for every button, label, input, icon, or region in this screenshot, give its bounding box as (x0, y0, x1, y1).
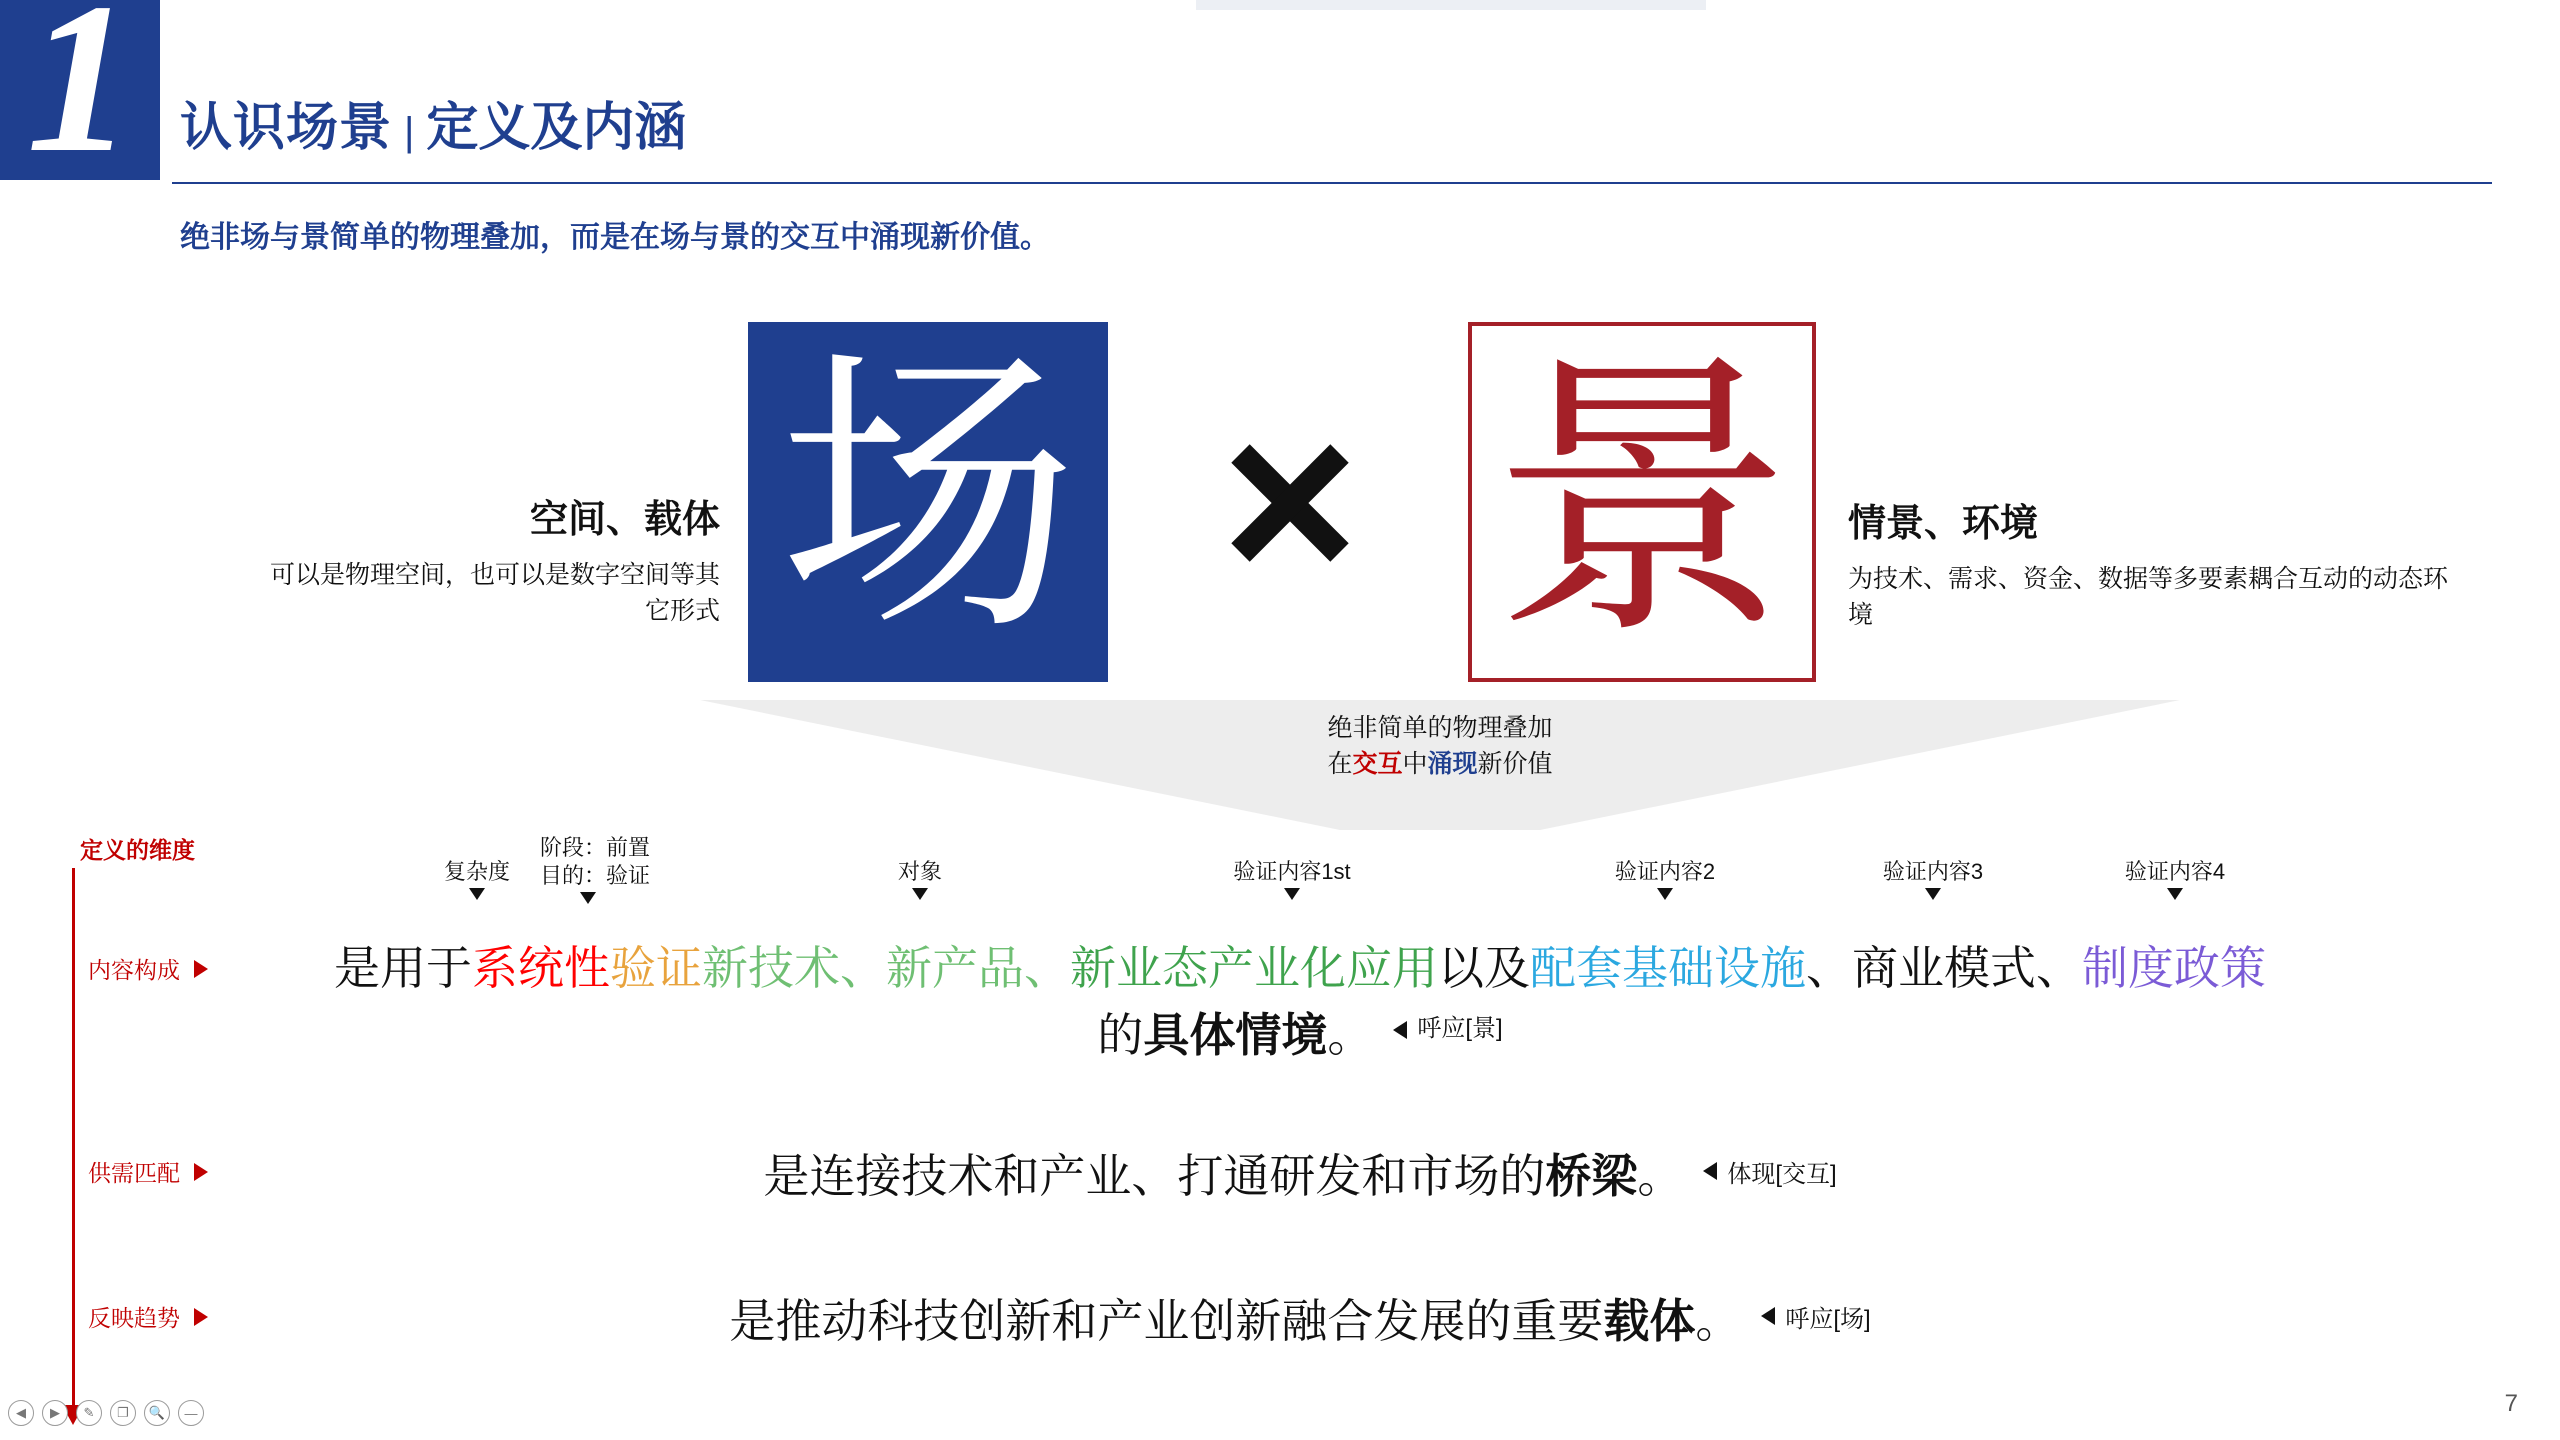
funnel-l2-em1: 交互 (1352, 750, 1403, 779)
s3-pre: 是推动科技创新和产业创新融合发展的重要 (729, 1295, 1604, 1347)
s1-seg5: 新产品、 (886, 942, 1070, 994)
funnel-text (700, 710, 2180, 783)
s1-seg7: 产业化应用 (1208, 942, 1438, 994)
pen-icon[interactable]: ✎ (76, 1400, 102, 1426)
left-caption-title: 空间、载体 (529, 499, 720, 541)
triangle-right-icon (194, 1308, 208, 1326)
sentence-1-line-1 (250, 935, 2350, 1002)
row-tag-content-label: 内容构成 (88, 957, 180, 983)
page-number: 7 (2504, 1390, 2518, 1417)
row-tag-supply-demand-label: 供需匹配 (88, 1160, 180, 1186)
s1-seg10: 、商业模式、 (1806, 942, 2082, 994)
chang-box: 场 (748, 322, 1108, 682)
s1-seg9: 配套基础设施 (1530, 942, 1806, 994)
callout-verify-3 (1838, 858, 2028, 900)
jing-box: 景 (1468, 322, 1816, 682)
top-strip (1196, 0, 1706, 10)
callout-object-label: 对象 (897, 859, 942, 884)
title-divider (172, 182, 2492, 184)
next-icon[interactable]: ▶ (42, 1400, 68, 1426)
s3-post: 。 (1695, 1295, 1742, 1347)
prev-icon[interactable]: ◀ (8, 1400, 34, 1426)
callout-arrow-down-icon (469, 888, 485, 900)
callout-arrow-down-icon (1925, 888, 1941, 900)
funnel-l2-pre: 在 (1327, 750, 1353, 779)
callout-object (850, 858, 990, 900)
funnel-l2-em2: 涌现 (1427, 750, 1478, 779)
right-caption-title: 情景、环境 (1848, 503, 2039, 545)
sentence-supply-demand (250, 1140, 2350, 1206)
sentence-content-composition (250, 935, 2350, 1068)
s1-l2-post: 。 (1327, 1008, 1374, 1061)
s2-post: 。 (1637, 1150, 1684, 1202)
note-content-composition (1393, 1012, 1502, 1047)
section-number: 1 (0, 0, 160, 180)
callout-verify-2-label: 验证内容2 (1614, 859, 1716, 884)
callout-stage (540, 834, 710, 904)
callout-verify-4-label: 验证内容4 (2124, 859, 2226, 884)
hero-diagram (0, 300, 2560, 700)
zoom-icon[interactable]: 🔍 (144, 1400, 170, 1426)
triangle-left-icon (1393, 1021, 1407, 1039)
sentence-trend (250, 1285, 2350, 1351)
dimension-axis-label: 定义的维度 (80, 837, 195, 863)
page-title (180, 85, 686, 160)
sentence-1-line-2 (250, 1002, 2350, 1069)
funnel-line-1: 绝非简单的物理叠加 (1327, 714, 1553, 742)
viewer-toolbar[interactable] (8, 1400, 204, 1426)
note-content-composition-label: 呼应[景] (1417, 1015, 1503, 1043)
left-caption (260, 488, 720, 630)
funnel-line-2 (700, 746, 2180, 782)
funnel-l2-mid: 中 (1402, 750, 1428, 779)
s1-seg1: 是用于 (334, 942, 472, 994)
funnel-shape (700, 700, 2180, 830)
callout-verify-2 (1570, 858, 1760, 900)
s1-seg2: 系统性 (472, 942, 610, 994)
s1-seg6: 新业态 (1070, 942, 1208, 994)
triangle-right-icon (194, 1163, 208, 1181)
callout-verify-4 (2080, 858, 2270, 900)
note-supply-demand (1703, 1154, 1836, 1189)
funnel-l2-post: 新价值 (1477, 750, 1553, 779)
title-sub: 定义及内涵 (426, 99, 687, 157)
s1-l2-pre: 的 (1097, 1008, 1144, 1061)
minus-icon[interactable]: — (178, 1400, 204, 1426)
right-caption (1848, 492, 2448, 634)
s2-bold: 桥梁 (1545, 1150, 1638, 1202)
s1-seg8: 以及 (1438, 942, 1530, 994)
copy-icon[interactable]: ❐ (110, 1400, 136, 1426)
s1-seg4: 新技术、 (702, 942, 886, 994)
triangle-right-icon (194, 960, 208, 978)
row-tag-trend-label: 反映趋势 (88, 1305, 180, 1331)
callout-arrow-down-icon (1657, 888, 1673, 900)
callout-verify-3-label: 验证内容3 (1882, 859, 1984, 884)
callout-arrow-down-icon (912, 888, 928, 900)
s1-seg11: 制度政策 (2082, 942, 2266, 994)
callout-verify-1 (1192, 858, 1392, 900)
dimension-axis-line (72, 868, 75, 1413)
left-caption-body: 可以是物理空间，也可以是数字空间等其它形式 (269, 561, 720, 626)
callout-arrow-down-icon (2167, 888, 2183, 900)
callout-stage-line2: 目的：验证 (540, 863, 651, 889)
callout-complexity (392, 858, 562, 900)
triangle-left-icon (1761, 1307, 1775, 1325)
callout-stage-line1: 阶段：前置 (540, 835, 651, 860)
s2-pre: 是连接技术和产业、打通研发和市场的 (763, 1150, 1546, 1202)
callout-arrow-down-icon (580, 892, 596, 904)
title-separator: | (404, 110, 415, 154)
s1-l2-bold: 具体情境 (1143, 1008, 1328, 1061)
page-subtitle: 绝非场与景简单的物理叠加，而是在场与景的交互中涌现新价值。 (180, 221, 1050, 254)
callout-complexity-label: 复杂度 (443, 859, 510, 884)
callout-verify-1-label: 验证内容1st (1233, 859, 1351, 884)
note-supply-demand-label: 体现[交互] (1727, 1160, 1837, 1188)
row-tag-trend (88, 1300, 208, 1333)
triangle-left-icon (1703, 1162, 1717, 1180)
title-main: 认识场景 (180, 99, 393, 157)
note-trend (1761, 1299, 1870, 1334)
s1-seg3: 验证 (610, 942, 702, 994)
s3-bold: 载体 (1603, 1295, 1696, 1347)
callout-arrow-down-icon (1284, 888, 1300, 900)
right-caption-body: 为技术、需求、资金、数据等多要素耦合互动的动态环境 (1848, 565, 2449, 630)
multiply-icon (1200, 440, 1380, 580)
row-tag-supply-demand (88, 1155, 208, 1188)
note-trend-label: 呼应[场] (1785, 1305, 1871, 1333)
row-tag-content (88, 952, 208, 985)
